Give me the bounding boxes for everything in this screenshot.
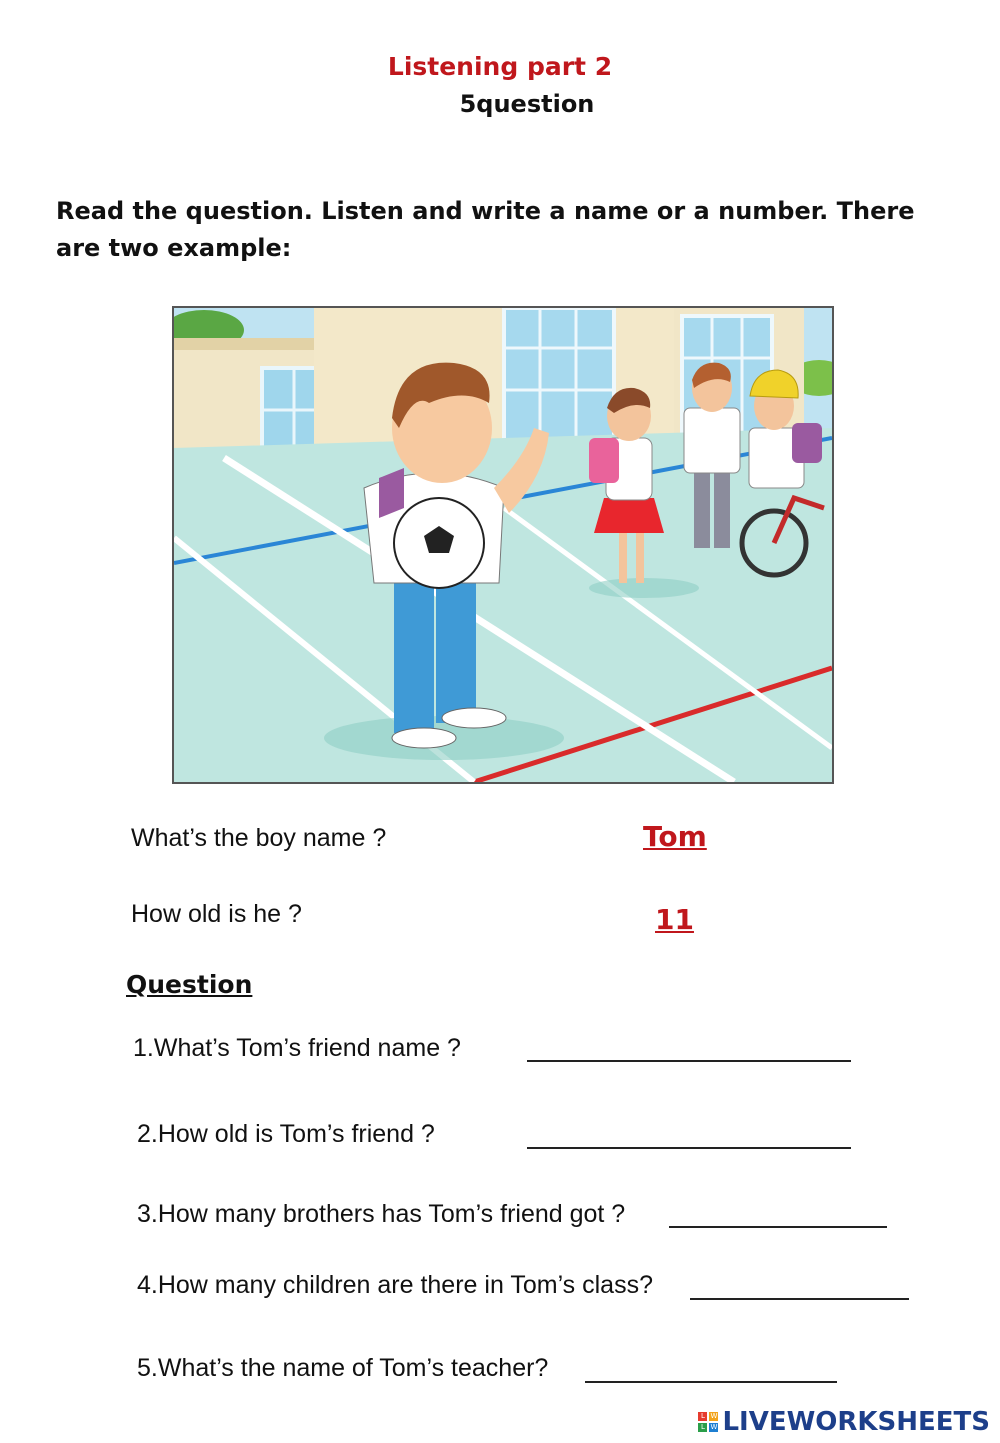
worksheet-title: Listening part 2 [387,52,613,81]
example-question-2: How old is he ? [131,900,302,928]
worksheet-subtitle: 5question [459,90,595,118]
example-question-1: What’s the boy name ? [131,824,387,852]
logo-square-red: L [698,1412,707,1421]
answer-line-4[interactable] [690,1298,909,1300]
schoolyard-scene-svg [174,308,832,782]
question-4: 4.How many children are there in Tom’s class? [137,1271,653,1299]
instructions-text: Read the question. Listen and write a name or a number. There are two example: [56,197,915,262]
answer-line-5[interactable] [585,1381,837,1383]
answer-line-3[interactable] [669,1226,887,1228]
schoolyard-illustration [172,306,834,784]
question-2: 2.How old is Tom’s friend ? [137,1120,435,1148]
logo-grid-icon [698,1412,718,1432]
questions-heading: Question [126,970,253,999]
logo-square-blue: W [710,1423,718,1431]
example-answer-2: 11 [655,903,694,936]
logo-text: LIVEWORKSHEETS [722,1407,990,1437]
answer-line-2[interactable] [527,1147,851,1149]
question-5: 5.What’s the name of Tom’s teacher? [137,1354,549,1382]
liveworksheets-logo [698,1406,990,1438]
logo-square-orange: W [710,1412,718,1420]
question-1: 1.What’s Tom’s friend name ? [133,1034,461,1062]
example-answer-1: Tom [643,820,707,853]
answer-line-1[interactable] [527,1060,851,1062]
logo-square-green: L [698,1423,707,1432]
question-3: 3.How many brothers has Tom’s friend got ? [137,1200,626,1228]
